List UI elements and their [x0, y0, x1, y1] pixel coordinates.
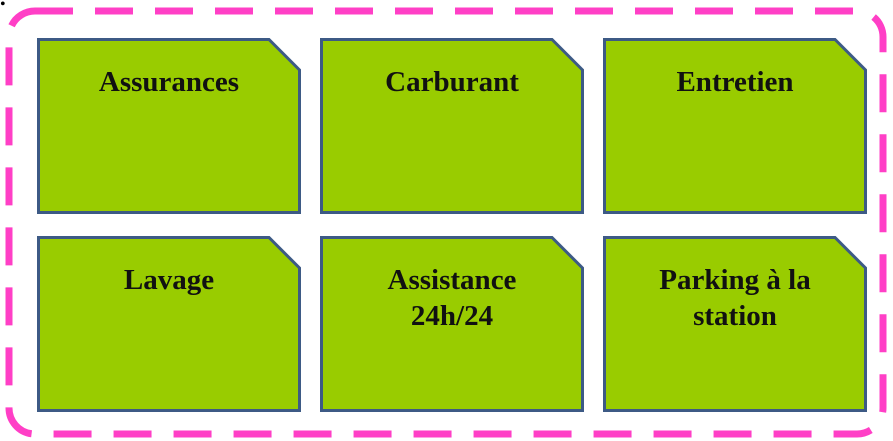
service-card-carburant: [320, 38, 584, 214]
service-card-entretien: [603, 38, 867, 214]
service-card-assurances: [37, 38, 301, 214]
card-label: Entretien: [676, 66, 794, 98]
bullet-marker: •: [0, 0, 6, 13]
card-label: Assurances: [98, 66, 240, 98]
card-label: Carburant: [385, 66, 519, 98]
service-card-parking: [603, 236, 867, 412]
card-label: Parking à la station: [659, 264, 811, 332]
service-card-assistance: [320, 236, 584, 412]
card-label: Assistance 24h/24: [387, 264, 517, 332]
service-card-lavage: [37, 236, 301, 412]
card-label: Lavage: [123, 264, 215, 296]
